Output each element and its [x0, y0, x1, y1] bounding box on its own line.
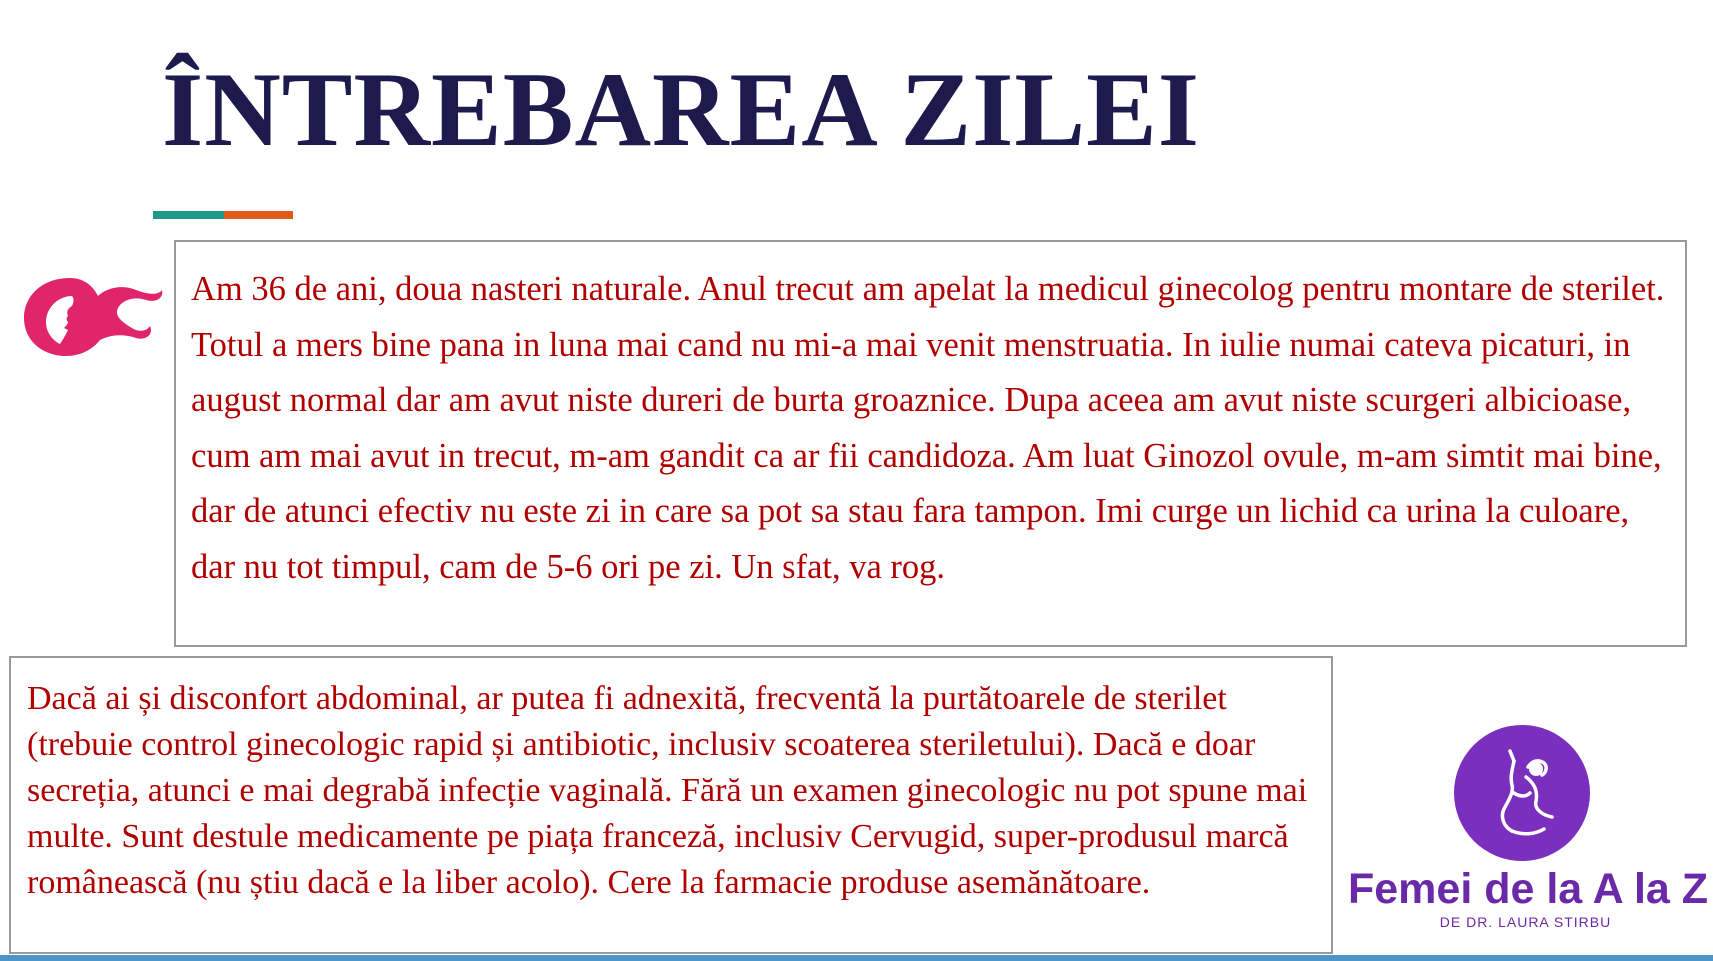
brand-logo	[1348, 720, 1709, 935]
brand-name: Femei de la A la Z	[1348, 865, 1709, 913]
woman-figure-icon	[1474, 743, 1570, 843]
slide-title: ÎNTREBAREA ZILEI	[162, 51, 1201, 168]
brand-subtitle: DE DR. LAURA STIRBU	[1439, 914, 1612, 930]
bottom-bar	[0, 955, 1713, 961]
accent-bar-orange	[224, 211, 293, 219]
accent-bar-teal	[153, 211, 224, 219]
answer-box	[9, 656, 1333, 954]
woman-profile-icon	[22, 274, 166, 358]
question-box	[174, 240, 1687, 647]
question-text: Am 36 de ani, doua nasteri naturale. Anul trecut am apelat la medicul ginecolog pentru montare de sterilet. Totul a mers bine pana in luna mai cand nu mi-a mai venit menstruatia. In iulie numai cateva picaturi, in august normal dar am avut niste dureri de burta groaznice. Dupa aceea am avut niste scurgeri albicioase, cum am mai avut in trecut, m-am gandit ca ar fii candidoza. Am luat Ginozol ovule, m-am simtit mai bine, dar de atunci efectiv nu este zi in care sa pot sa stau fara tampon. Imi curge un lichid ca urina la culoare, dar nu tot timpul, cam de 5-6 ori pe zi. Un sfat, va rog.	[191, 270, 1665, 586]
answer-text: Dacă ai și disconfort abdominal, ar putea fi adnexită, frecventă la purtătoarele de sterilet (trebuie control ginecologic rapid și antibiotic, inclusiv scoaterea steriletului). Dacă e doar secreția, atunci e mai degrabă infecție vaginală. Fără un examen ginecologic nu pot spune mai multe. Sunt destule medicamente pe piața franceză, inclusiv Cervugid, super-produsul marcă românească (nu știu dacă e la liber acolo). Cere la farmacie produse asemănătoare.	[27, 680, 1308, 901]
logo-circle	[1454, 725, 1590, 861]
